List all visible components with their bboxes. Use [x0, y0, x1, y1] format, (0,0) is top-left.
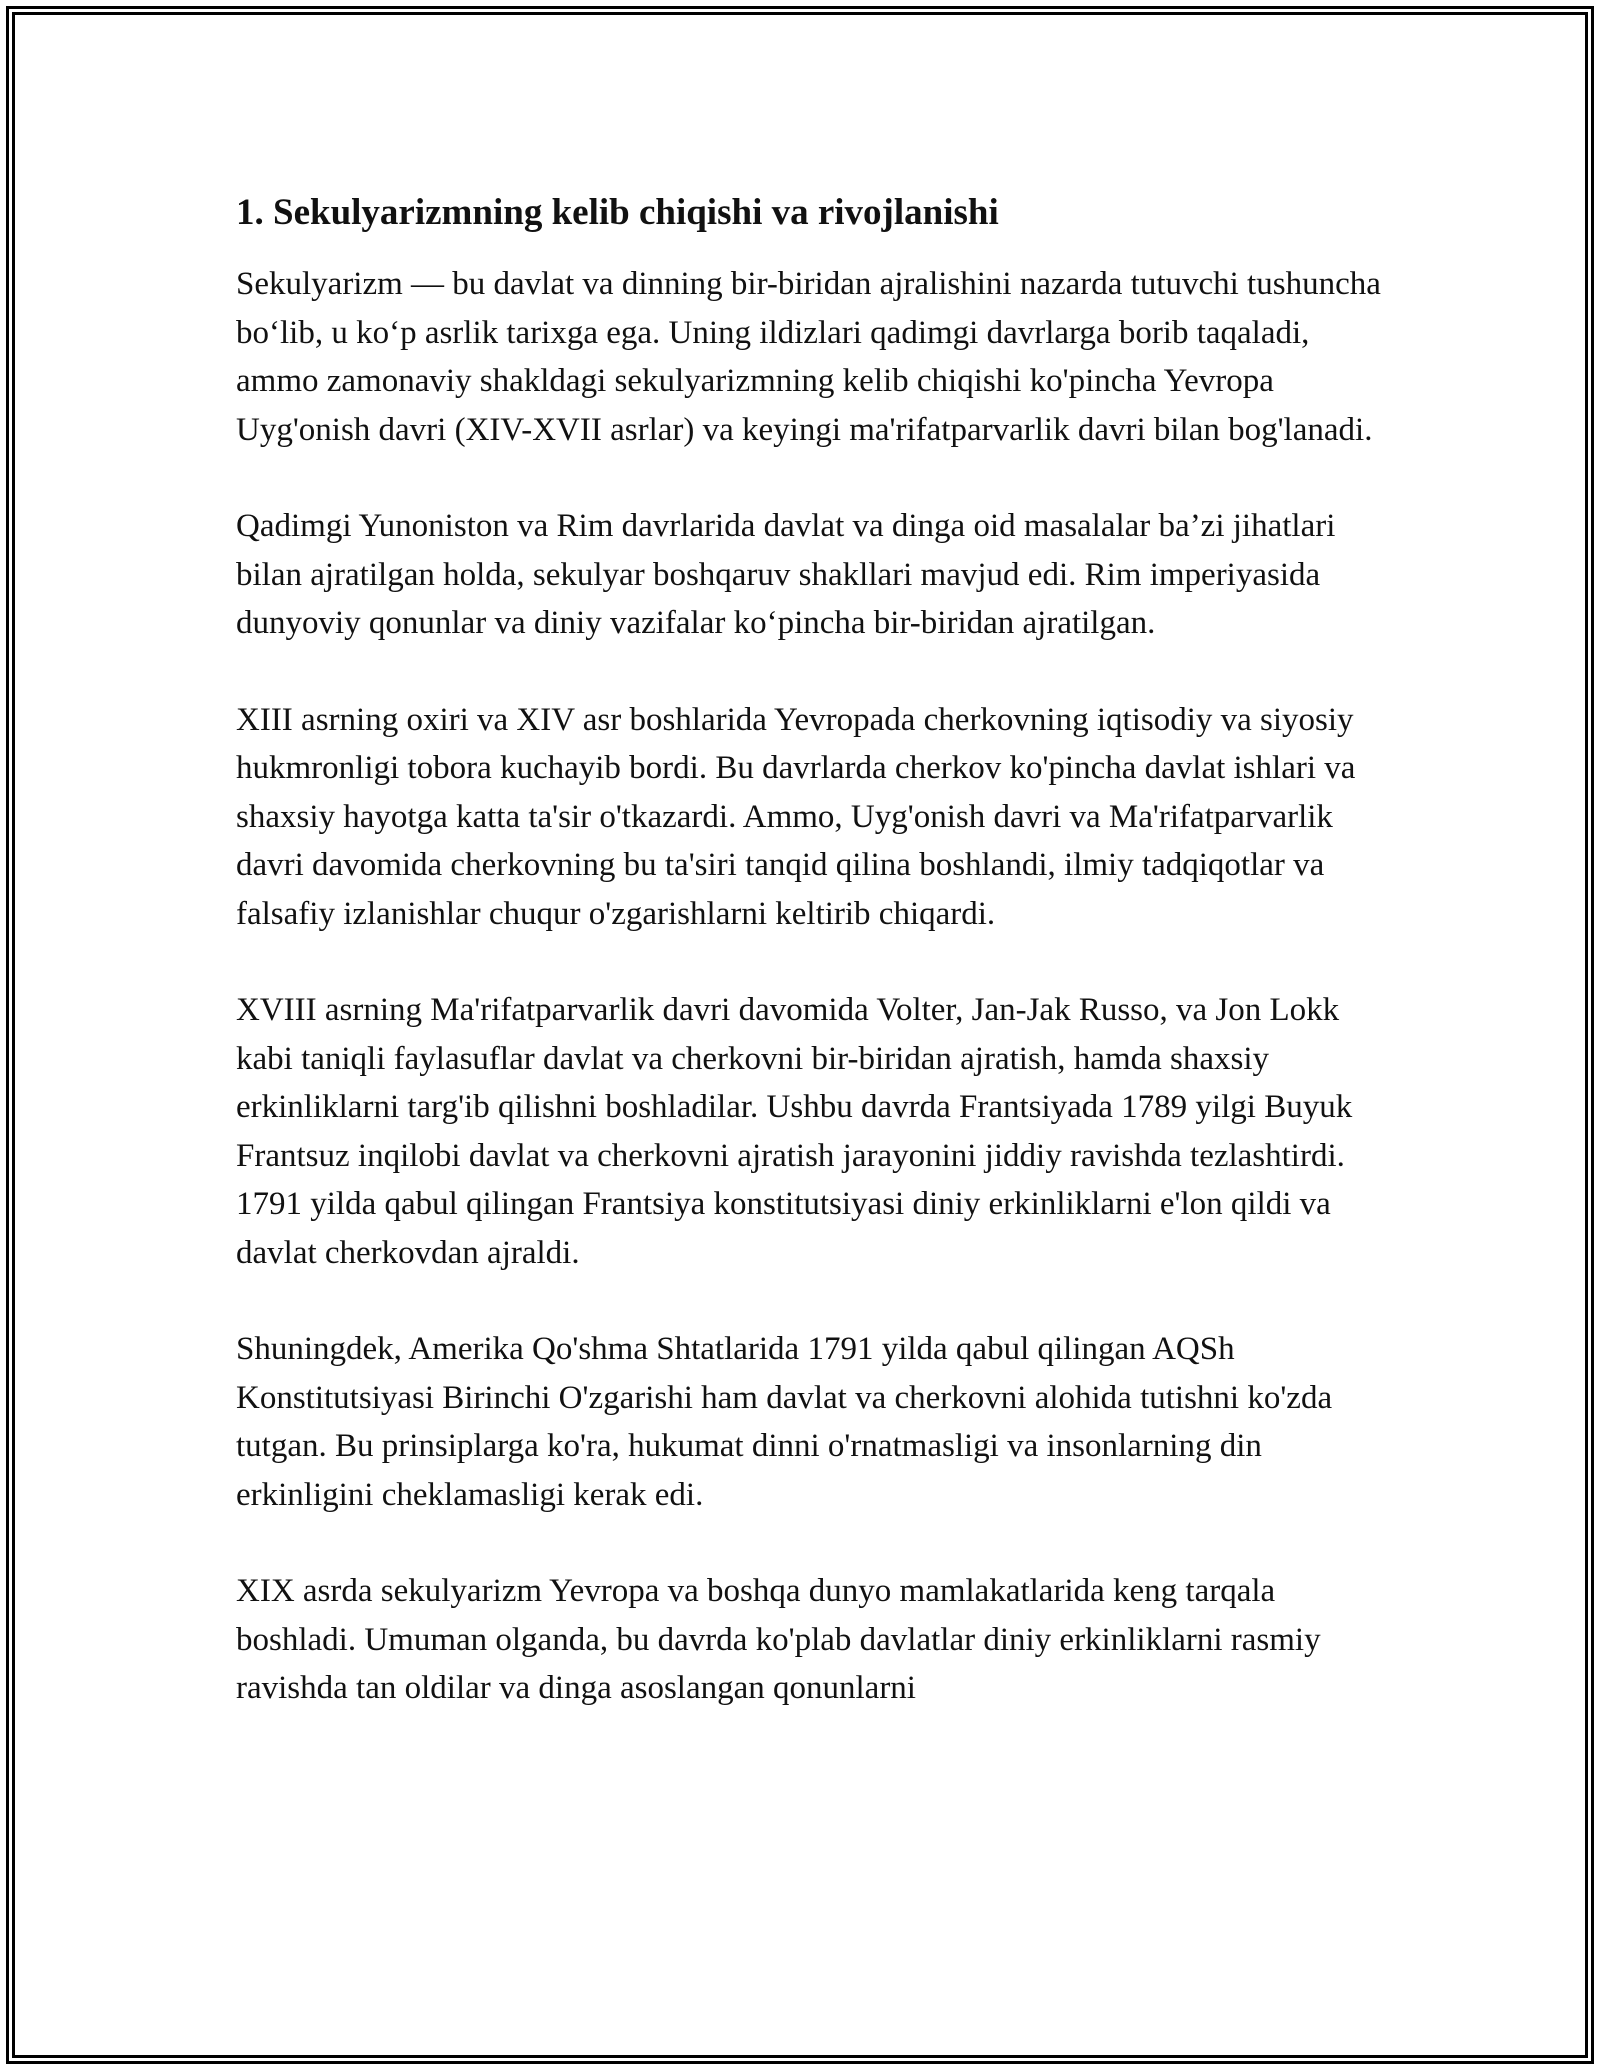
paragraph-1: Sekulyarizm — bu davlat va dinning bir-biridan ajralishini nazarda tutuvchi tushuncha bo‘lib, u ko‘p asrlik tarixga ega. Uning ildizlari qadimgi davrlarga borib taqaladi, ammo zamonaviy shakldagi sekulyarizmning kelib chiqishi ko'pincha Yevropa Uyg'onish davri (XIV-XVII asrlar) va keyingi ma'rifatparvarlik davri bilan bog'lanadi.: [236, 266, 1381, 448]
paragraph-3: XIII asrning oxiri va XIV asr boshlarida Yevropada cherkovning iqtisodiy va siyosiy hukmronligi tobora kuchayib bordi. Bu davrlarda cherkov ko'pincha davlat ishlari va shaxsiy hayotga katta ta'sir o'tkazardi. Ammo, Uyg'onish davri va Ma'rifatparvarlik davri davomida cherkovning bu ta'siri tanqid qilina boshlandi, ilmiy tadqiqotlar va falsafiy izlanishlar chuqur o'zgarishlarni keltirib chiqardi.: [236, 701, 1356, 932]
paragraph-6: XIX asrda sekulyarizm Yevropa va boshqa dunyo mamlakatlarida keng tarqala boshladi. Umuman olganda, bu davrda ko'plab davlatlar diniy erkinliklarni rasmiy ravishda tan oldilar va dinga asoslangan qonunlarni: [236, 1573, 1321, 1706]
paragraph-2: Qadimgi Yunoniston va Rim davrlarida davlat va dinga oid masalalar ba’zi jihatlari bilan ajratilgan holda, sekulyar boshqaruv shakllari mavjud edi. Rim imperiyasida dunyoviy qonunlar va diniy vazifalar ko‘pincha bir-biridan ajratilgan.: [236, 508, 1336, 641]
section-heading: 1. Sekulyarizmning kelib chiqishi va rivojlanishi: [236, 192, 999, 233]
document-body: [236, 188, 1386, 1761]
paragraph-5: Shuningdek, Amerika Qo'shma Shtatlarida 1791 yilda qabul qilingan AQSh Konstitutsiyasi Birinchi O'zgarishi ham davlat va cherkovni alohida tutishni ko'zda tutgan. Bu prinsiplarga ko'ra, hukumat dinni o'rnatmasligi va insonlarning din erkinligini cheklamasligi kerak edi.: [236, 1331, 1333, 1513]
paragraph-4: XVIII asrning Ma'rifatparvarlik davri davomida Volter, Jan-Jak Russo, va Jon Lokk kabi taniqli faylasuflar davlat va cherkovni bir-biridan ajratish, hamda shaxsiy erkinliklarni targ'ib qilishni boshladilar. Ushbu davrda Frantsiyada 1789 yilgi Buyuk Frantsuz inqilobi davlat va cherkovni ajratish jarayonini jiddiy ravishda tezlashtirdi. 1791 yilda qabul qilingan Frantsiya konstitutsiyasi diniy erkinliklarni e'lon qildi va davlat cherkovdan ajraldi.: [236, 992, 1353, 1271]
